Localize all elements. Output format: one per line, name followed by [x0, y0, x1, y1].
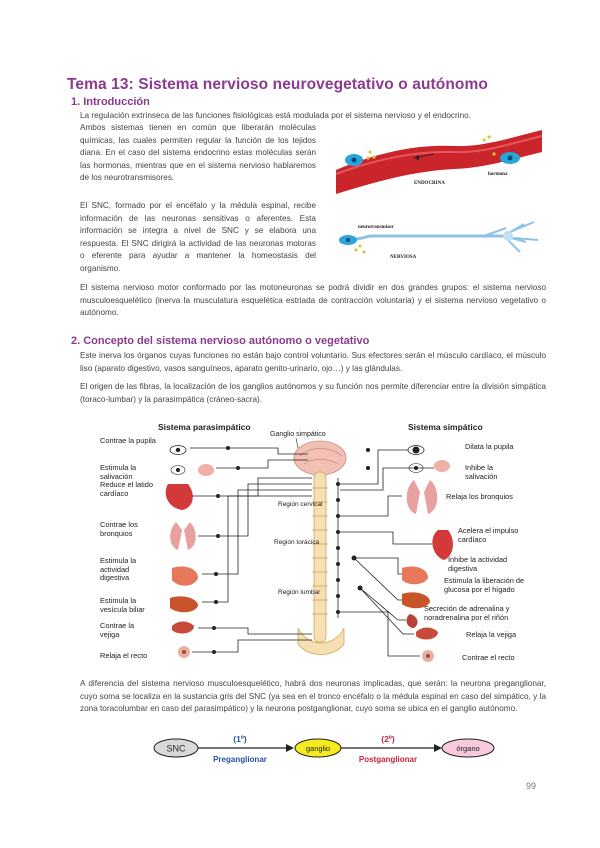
diagram-title-parasympathetic: Sistema parasimpático	[158, 422, 251, 432]
intro-paragraph-lead: La regulación extrínseca de las funciones fisiológicas está modulada por el sistema nervioso y el endocrino.	[80, 111, 471, 120]
svg-text:SNC: SNC	[166, 743, 186, 754]
brain-illustration	[294, 441, 346, 475]
region-label-thoracic: Región torácica	[274, 539, 320, 546]
svg-text:neurotransmisor: neurotransmisor	[358, 225, 394, 230]
page-title: Tema 13: Sistema nervioso neurovegetativo o autónomo	[67, 76, 488, 93]
symp-label-pupil: Dilata la pupila	[465, 442, 514, 451]
neuron-illustration	[340, 236, 504, 242]
concept-paragraph-1: Este inerva los órganos cuyas funciones no están bajo control voluntario. Sus efectores serán el músculo cardíaco, el músculo liso (aparato digestivo, vasos sanguíneos, aparato genito-urinario, ojo…) y las glándulas.	[80, 351, 546, 373]
concept-paragraph-3: A diferencia del sistema nervioso musculoesquelético, habrá dos neuronas implicadas, que serán: la neurona preganglionar, cuyo soma se localiza en la sustancia gris del SNC (ya sea en el tronco encéfalo o la médula espinal en caso del simpático, y la zona toracolumbar en caso del parasimpático) y la neurona postganglionar, cuyo soma se ubica en el ganglio autónomo.	[80, 679, 546, 713]
autonomic-diagram	[98, 418, 508, 670]
neuron-flow-diagram	[150, 732, 502, 768]
parasympathetic-organs	[166, 446, 214, 659]
endocrine-nervous-figure	[334, 124, 546, 274]
step-2-label: (2º)	[381, 734, 395, 744]
svg-text:ENDOCRINA: ENDOCRINA	[414, 181, 445, 186]
spinal-cord-illustration	[314, 472, 326, 642]
svg-text:NERVIOSA: NERVIOSA	[390, 255, 417, 260]
para-label-salivation: Estimula la salivación	[100, 463, 137, 481]
symp-label-kidney: Secreción de adrenalina y noradrenalina por el riñón	[424, 604, 510, 622]
section-heading-concepto: 2. Concepto del sistema nervioso autónomo o vegetativo	[71, 335, 370, 347]
sympathetic-organs	[402, 446, 453, 663]
diagram-title-sympathetic: Sistema simpático	[408, 422, 483, 432]
symp-label-digestive: Inhibe la actividad digestiva	[448, 555, 508, 573]
svg-text:órgano: órgano	[456, 744, 480, 753]
region-label-cervical: Región cervical	[278, 501, 323, 508]
preganglionar-label: Preganglionar	[213, 755, 267, 764]
para-label-bronchi: Contrae los bronquios	[100, 520, 138, 538]
para-label-rectum: Relaja el recto	[100, 651, 148, 660]
para-label-heart: Reduce el latido cardíaco	[100, 480, 154, 498]
svg-text:ganglio: ganglio	[305, 744, 331, 753]
concept-paragraph-2: El origen de las fibras, la localización de los ganglios autónomos y su función nos permite diferenciar entre la división simpática (toraco-lumbar) y la parasimpática (cráneo-sacra).	[80, 382, 546, 404]
intro-paragraph-2: El SNC, formado por el encéfalo y la médula espinal, recibe información de las neuronas sensitivas o aferentes. Esta información se integra a nivel de SNC y se elabora una respuesta. El SNC dirigirá la actividad de las neuronas motoras o eferente para ayudar a mantener la homeostasis del organismo.	[80, 201, 316, 273]
step-1-label: (1º)	[233, 734, 247, 744]
symp-label-bladder: Relaja la vejiga	[466, 630, 517, 639]
svg-text:hormona: hormona	[488, 172, 508, 177]
para-label-bladder: Contrae la vejiga	[100, 621, 135, 639]
intro-paragraph-3: El sistema nervioso motor conformado por las motoneuronas se podrá dividir en dos grandes grupos: el sistema nervioso musculoesquelético (inerva la musculatura esquelética estriada de contracción voluntaria) y el sistema nervioso vegetativo o autónomo.	[80, 283, 546, 317]
section-heading-introduccion: 1. Introducción	[71, 96, 150, 108]
symp-label-heart: Acelera el impulso cardíaco	[458, 526, 519, 544]
symp-label-salivation: Inhibe la salivación	[465, 463, 498, 481]
page-number: 99	[525, 781, 536, 791]
para-label-digestive: Estimula la actividad digestiva	[100, 556, 137, 582]
symp-label-liver: Estimula la liberación de glucosa por el hígado	[444, 576, 525, 594]
para-label-gallbladder: Estimula la vesícula biliar	[100, 596, 145, 614]
intro-paragraph-1: Ambos sistemas tienen en común que liberarán moléculas químicas, las cuales permiten regular la función de los tejidos diana. En el caso del sistema endocrino estas moléculas serán las hormonas, mientras que en el sistema nervioso hablaremos de los neurotransmisores.	[80, 123, 316, 182]
symp-label-bronchi: Relaja los bronquios	[446, 492, 513, 501]
region-label-lumbar: Región lumbar	[278, 589, 321, 596]
postganglionar-label: Postganglionar	[358, 755, 418, 764]
sympathetic-ganglion-label: Ganglio simpático	[270, 431, 326, 438]
symp-label-rectum: Contrae el recto	[462, 653, 515, 662]
para-label-pupil: Contrae la pupila	[100, 436, 156, 445]
